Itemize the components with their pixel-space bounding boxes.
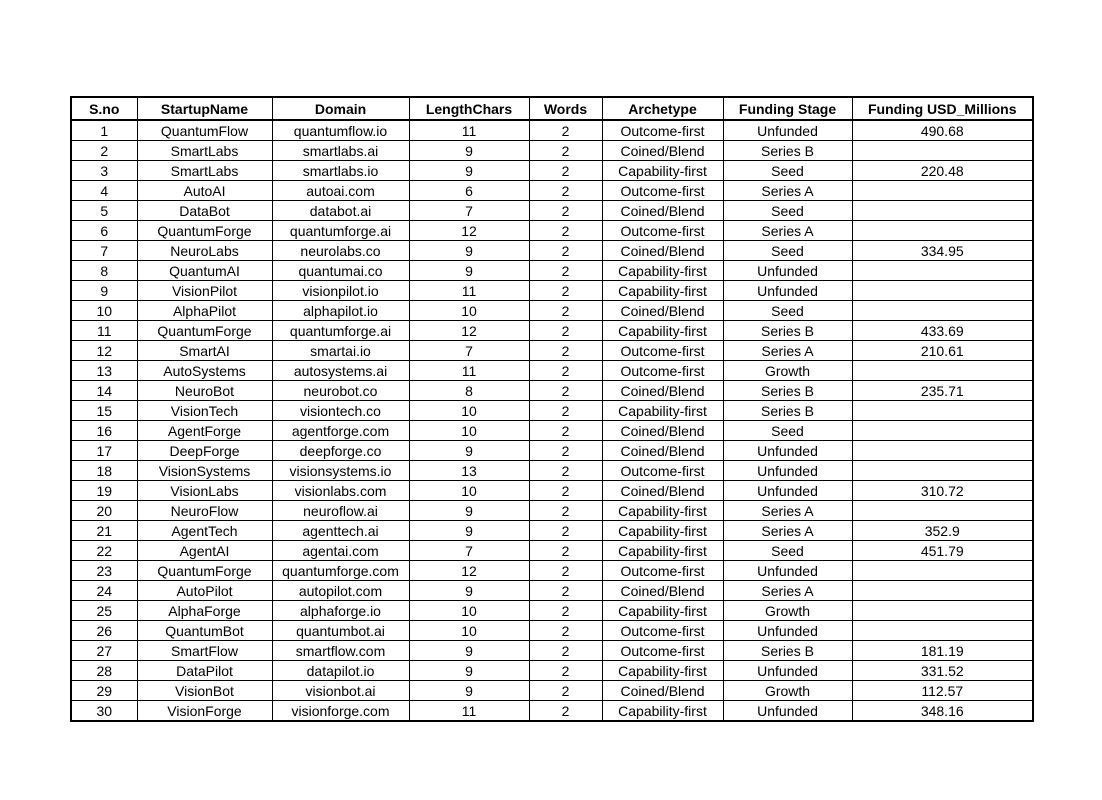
cell-archetype: Outcome-first (602, 461, 723, 481)
column-header-domain: Domain (272, 97, 409, 120)
cell-funding-usd-millions: 348.16 (852, 701, 1033, 722)
cell-words: 2 (529, 561, 602, 581)
table-row (71, 201, 1033, 221)
cell-funding-stage: Unfunded (723, 561, 852, 581)
cell-archetype: Capability-first (602, 541, 723, 561)
cell-words: 2 (529, 261, 602, 281)
cell-funding-stage: Series A (723, 521, 852, 541)
cell-length-chars: 10 (409, 601, 529, 621)
cell-length-chars: 9 (409, 661, 529, 681)
cell-domain: visiontech.co (272, 401, 409, 421)
cell-archetype: Capability-first (602, 401, 723, 421)
cell-archetype: Outcome-first (602, 361, 723, 381)
cell-archetype: Capability-first (602, 161, 723, 181)
cell-archetype: Capability-first (602, 521, 723, 541)
column-header-startup-name: StartupName (137, 97, 272, 120)
cell-length-chars: 10 (409, 401, 529, 421)
cell-length-chars: 9 (409, 581, 529, 601)
cell-length-chars: 7 (409, 341, 529, 361)
cell-startup-name: SmartFlow (137, 641, 272, 661)
table-row (71, 181, 1033, 201)
cell-funding-stage: Seed (723, 301, 852, 321)
cell-domain: smartai.io (272, 341, 409, 361)
cell-funding-usd-millions (852, 501, 1033, 521)
table-row (71, 161, 1033, 181)
cell-funding-usd-millions (852, 281, 1033, 301)
table-row (71, 221, 1033, 241)
table-row (71, 401, 1033, 421)
cell-funding-usd-millions: 433.69 (852, 321, 1033, 341)
cell-words: 2 (529, 501, 602, 521)
cell-domain: smartlabs.io (272, 161, 409, 181)
cell-funding-stage: Unfunded (723, 661, 852, 681)
cell-startup-name: AutoPilot (137, 581, 272, 601)
cell-length-chars: 10 (409, 481, 529, 501)
cell-sno: 27 (71, 641, 137, 661)
cell-domain: autosystems.ai (272, 361, 409, 381)
cell-words: 2 (529, 661, 602, 681)
cell-words: 2 (529, 641, 602, 661)
table-row (71, 521, 1033, 541)
cell-domain: alphapilot.io (272, 301, 409, 321)
cell-funding-usd-millions: 334.95 (852, 241, 1033, 261)
cell-funding-stage: Seed (723, 541, 852, 561)
cell-domain: agenttech.ai (272, 521, 409, 541)
cell-archetype: Coined/Blend (602, 141, 723, 161)
table-row (71, 621, 1033, 641)
cell-funding-stage: Series A (723, 181, 852, 201)
column-header-archetype: Archetype (602, 97, 723, 120)
cell-sno: 5 (71, 201, 137, 221)
cell-startup-name: VisionForge (137, 701, 272, 722)
cell-domain: visionbot.ai (272, 681, 409, 701)
cell-sno: 20 (71, 501, 137, 521)
table-row (71, 281, 1033, 301)
column-header-funding-stage: Funding Stage (723, 97, 852, 120)
cell-startup-name: AutoAI (137, 181, 272, 201)
table-row (71, 681, 1033, 701)
cell-words: 2 (529, 120, 602, 141)
cell-archetype: Capability-first (602, 321, 723, 341)
cell-funding-stage: Unfunded (723, 261, 852, 281)
cell-startup-name: AgentForge (137, 421, 272, 441)
cell-startup-name: SmartLabs (137, 141, 272, 161)
cell-sno: 13 (71, 361, 137, 381)
cell-archetype: Capability-first (602, 701, 723, 722)
cell-sno: 15 (71, 401, 137, 421)
cell-archetype: Capability-first (602, 281, 723, 301)
table-row (71, 361, 1033, 381)
table-row (71, 441, 1033, 461)
cell-startup-name: VisionTech (137, 401, 272, 421)
cell-startup-name: QuantumForge (137, 321, 272, 341)
cell-archetype: Coined/Blend (602, 481, 723, 501)
cell-length-chars: 12 (409, 561, 529, 581)
cell-funding-stage: Series A (723, 341, 852, 361)
cell-startup-name: AgentAI (137, 541, 272, 561)
cell-startup-name: QuantumBot (137, 621, 272, 641)
cell-domain: autopilot.com (272, 581, 409, 601)
cell-words: 2 (529, 381, 602, 401)
cell-words: 2 (529, 301, 602, 321)
cell-archetype: Capability-first (602, 261, 723, 281)
cell-startup-name: AutoSystems (137, 361, 272, 381)
cell-funding-usd-millions (852, 421, 1033, 441)
cell-funding-stage: Unfunded (723, 701, 852, 722)
table-row (71, 461, 1033, 481)
cell-funding-usd-millions: 352.9 (852, 521, 1033, 541)
cell-funding-usd-millions (852, 561, 1033, 581)
cell-words: 2 (529, 541, 602, 561)
cell-funding-usd-millions: 220.48 (852, 161, 1033, 181)
cell-archetype: Outcome-first (602, 621, 723, 641)
column-header-sno: S.no (71, 97, 137, 120)
cell-funding-stage: Growth (723, 601, 852, 621)
cell-length-chars: 10 (409, 421, 529, 441)
cell-archetype: Outcome-first (602, 561, 723, 581)
cell-archetype: Capability-first (602, 601, 723, 621)
cell-length-chars: 6 (409, 181, 529, 201)
cell-startup-name: VisionPilot (137, 281, 272, 301)
cell-length-chars: 7 (409, 201, 529, 221)
cell-words: 2 (529, 701, 602, 722)
cell-archetype: Outcome-first (602, 641, 723, 661)
cell-words: 2 (529, 581, 602, 601)
cell-funding-usd-millions: 451.79 (852, 541, 1033, 561)
cell-length-chars: 9 (409, 241, 529, 261)
cell-startup-name: NeuroFlow (137, 501, 272, 521)
cell-domain: quantumai.co (272, 261, 409, 281)
cell-startup-name: QuantumFlow (137, 120, 272, 141)
cell-words: 2 (529, 201, 602, 221)
cell-sno: 6 (71, 221, 137, 241)
cell-archetype: Capability-first (602, 661, 723, 681)
cell-sno: 3 (71, 161, 137, 181)
cell-length-chars: 11 (409, 281, 529, 301)
cell-domain: neuroflow.ai (272, 501, 409, 521)
cell-funding-usd-millions (852, 141, 1033, 161)
cell-domain: quantumforge.com (272, 561, 409, 581)
table-row (71, 381, 1033, 401)
cell-length-chars: 13 (409, 461, 529, 481)
cell-startup-name: QuantumForge (137, 221, 272, 241)
table-row (71, 641, 1033, 661)
cell-sno: 21 (71, 521, 137, 541)
cell-words: 2 (529, 361, 602, 381)
cell-length-chars: 9 (409, 521, 529, 541)
cell-sno: 12 (71, 341, 137, 361)
cell-startup-name: SmartLabs (137, 161, 272, 181)
cell-funding-usd-millions (852, 221, 1033, 241)
cell-funding-usd-millions (852, 201, 1033, 221)
cell-words: 2 (529, 321, 602, 341)
cell-funding-stage: Unfunded (723, 281, 852, 301)
cell-funding-stage: Seed (723, 161, 852, 181)
cell-funding-stage: Series A (723, 501, 852, 521)
cell-startup-name: VisionSystems (137, 461, 272, 481)
cell-length-chars: 8 (409, 381, 529, 401)
column-header-words: Words (529, 97, 602, 120)
cell-funding-usd-millions (852, 461, 1033, 481)
cell-length-chars: 9 (409, 681, 529, 701)
cell-words: 2 (529, 481, 602, 501)
table-row (71, 120, 1033, 141)
cell-funding-stage: Series B (723, 141, 852, 161)
cell-funding-stage: Unfunded (723, 441, 852, 461)
table-row (71, 341, 1033, 361)
table-row (71, 501, 1033, 521)
cell-domain: visionlabs.com (272, 481, 409, 501)
cell-archetype: Outcome-first (602, 221, 723, 241)
cell-funding-usd-millions (852, 361, 1033, 381)
cell-funding-usd-millions (852, 301, 1033, 321)
cell-startup-name: AgentTech (137, 521, 272, 541)
cell-domain: deepforge.co (272, 441, 409, 461)
cell-funding-usd-millions: 331.52 (852, 661, 1033, 681)
table-row (71, 541, 1033, 561)
cell-words: 2 (529, 521, 602, 541)
cell-words: 2 (529, 161, 602, 181)
cell-sno: 25 (71, 601, 137, 621)
cell-startup-name: SmartAI (137, 341, 272, 361)
cell-archetype: Outcome-first (602, 341, 723, 361)
cell-archetype: Coined/Blend (602, 441, 723, 461)
cell-funding-usd-millions (852, 441, 1033, 461)
cell-funding-usd-millions (852, 401, 1033, 421)
cell-domain: visionforge.com (272, 701, 409, 722)
cell-funding-usd-millions (852, 581, 1033, 601)
cell-archetype: Coined/Blend (602, 381, 723, 401)
cell-archetype: Outcome-first (602, 181, 723, 201)
cell-archetype: Coined/Blend (602, 201, 723, 221)
cell-archetype: Outcome-first (602, 120, 723, 141)
cell-funding-stage: Unfunded (723, 120, 852, 141)
cell-domain: alphaforge.io (272, 601, 409, 621)
cell-sno: 1 (71, 120, 137, 141)
cell-domain: visionpilot.io (272, 281, 409, 301)
cell-sno: 9 (71, 281, 137, 301)
table-row (71, 561, 1033, 581)
cell-funding-usd-millions (852, 621, 1033, 641)
cell-domain: agentforge.com (272, 421, 409, 441)
cell-sno: 18 (71, 461, 137, 481)
cell-funding-stage: Growth (723, 361, 852, 381)
table-row (71, 261, 1033, 281)
cell-sno: 19 (71, 481, 137, 501)
cell-words: 2 (529, 401, 602, 421)
cell-words: 2 (529, 621, 602, 641)
cell-funding-usd-millions (852, 261, 1033, 281)
cell-length-chars: 9 (409, 441, 529, 461)
cell-length-chars: 9 (409, 261, 529, 281)
cell-funding-stage: Series A (723, 581, 852, 601)
cell-length-chars: 12 (409, 321, 529, 341)
cell-startup-name: DataBot (137, 201, 272, 221)
cell-startup-name: DataPilot (137, 661, 272, 681)
cell-length-chars: 9 (409, 501, 529, 521)
cell-funding-usd-millions: 112.57 (852, 681, 1033, 701)
cell-funding-stage: Series B (723, 321, 852, 341)
cell-domain: quantumforge.ai (272, 321, 409, 341)
table-row (71, 701, 1033, 722)
cell-sno: 22 (71, 541, 137, 561)
cell-length-chars: 12 (409, 221, 529, 241)
cell-sno: 28 (71, 661, 137, 681)
column-header-length-chars: LengthChars (409, 97, 529, 120)
table-row (71, 601, 1033, 621)
cell-archetype: Coined/Blend (602, 241, 723, 261)
table-row (71, 241, 1033, 261)
cell-words: 2 (529, 141, 602, 161)
cell-funding-stage: Unfunded (723, 481, 852, 501)
cell-length-chars: 9 (409, 141, 529, 161)
cell-funding-usd-millions (852, 181, 1033, 201)
header-row (71, 97, 1033, 120)
cell-sno: 24 (71, 581, 137, 601)
cell-sno: 14 (71, 381, 137, 401)
cell-sno: 8 (71, 261, 137, 281)
cell-length-chars: 11 (409, 701, 529, 722)
cell-length-chars: 10 (409, 301, 529, 321)
cell-archetype: Coined/Blend (602, 301, 723, 321)
cell-funding-stage: Seed (723, 241, 852, 261)
cell-words: 2 (529, 601, 602, 621)
cell-funding-stage: Seed (723, 201, 852, 221)
cell-archetype: Capability-first (602, 501, 723, 521)
cell-length-chars: 9 (409, 161, 529, 181)
table-row (71, 581, 1033, 601)
table-row (71, 421, 1033, 441)
cell-archetype: Coined/Blend (602, 681, 723, 701)
cell-words: 2 (529, 221, 602, 241)
cell-sno: 11 (71, 321, 137, 341)
cell-sno: 23 (71, 561, 137, 581)
cell-funding-stage: Series A (723, 221, 852, 241)
column-header-funding-usd-millions: Funding USD_Millions (852, 97, 1033, 120)
cell-sno: 7 (71, 241, 137, 261)
cell-funding-usd-millions: 181.19 (852, 641, 1033, 661)
cell-startup-name: AlphaPilot (137, 301, 272, 321)
cell-domain: neurolabs.co (272, 241, 409, 261)
cell-domain: agentai.com (272, 541, 409, 561)
cell-domain: smartflow.com (272, 641, 409, 661)
table-row (71, 321, 1033, 341)
cell-archetype: Coined/Blend (602, 421, 723, 441)
cell-sno: 17 (71, 441, 137, 461)
cell-startup-name: NeuroLabs (137, 241, 272, 261)
cell-funding-usd-millions: 310.72 (852, 481, 1033, 501)
cell-words: 2 (529, 241, 602, 261)
cell-funding-usd-millions (852, 601, 1033, 621)
cell-funding-stage: Series B (723, 401, 852, 421)
cell-domain: autoai.com (272, 181, 409, 201)
cell-domain: quantumbot.ai (272, 621, 409, 641)
cell-startup-name: NeuroBot (137, 381, 272, 401)
cell-domain: visionsystems.io (272, 461, 409, 481)
cell-sno: 30 (71, 701, 137, 722)
cell-funding-usd-millions: 490.68 (852, 120, 1033, 141)
table-row (71, 301, 1033, 321)
cell-length-chars: 11 (409, 361, 529, 381)
cell-words: 2 (529, 341, 602, 361)
cell-sno: 2 (71, 141, 137, 161)
cell-startup-name: AlphaForge (137, 601, 272, 621)
cell-length-chars: 7 (409, 541, 529, 561)
cell-sno: 26 (71, 621, 137, 641)
cell-words: 2 (529, 441, 602, 461)
cell-startup-name: QuantumForge (137, 561, 272, 581)
startup-table (70, 96, 1034, 722)
cell-archetype: Coined/Blend (602, 581, 723, 601)
cell-words: 2 (529, 281, 602, 301)
cell-length-chars: 9 (409, 641, 529, 661)
cell-length-chars: 10 (409, 621, 529, 641)
cell-startup-name: VisionBot (137, 681, 272, 701)
cell-domain: databot.ai (272, 201, 409, 221)
cell-funding-stage: Growth (723, 681, 852, 701)
table-row (71, 661, 1033, 681)
cell-startup-name: QuantumAI (137, 261, 272, 281)
cell-startup-name: DeepForge (137, 441, 272, 461)
cell-funding-usd-millions: 210.61 (852, 341, 1033, 361)
cell-funding-usd-millions: 235.71 (852, 381, 1033, 401)
cell-domain: quantumforge.ai (272, 221, 409, 241)
cell-funding-stage: Seed (723, 421, 852, 441)
cell-words: 2 (529, 681, 602, 701)
cell-funding-stage: Unfunded (723, 461, 852, 481)
cell-words: 2 (529, 181, 602, 201)
cell-domain: smartlabs.ai (272, 141, 409, 161)
cell-startup-name: VisionLabs (137, 481, 272, 501)
cell-funding-stage: Unfunded (723, 621, 852, 641)
cell-domain: datapilot.io (272, 661, 409, 681)
cell-words: 2 (529, 461, 602, 481)
cell-length-chars: 11 (409, 120, 529, 141)
cell-sno: 10 (71, 301, 137, 321)
cell-sno: 4 (71, 181, 137, 201)
cell-funding-stage: Series B (723, 641, 852, 661)
cell-funding-stage: Series B (723, 381, 852, 401)
table-row (71, 141, 1033, 161)
cell-sno: 29 (71, 681, 137, 701)
cell-domain: neurobot.co (272, 381, 409, 401)
cell-sno: 16 (71, 421, 137, 441)
cell-words: 2 (529, 421, 602, 441)
cell-domain: quantumflow.io (272, 120, 409, 141)
table-row (71, 481, 1033, 501)
